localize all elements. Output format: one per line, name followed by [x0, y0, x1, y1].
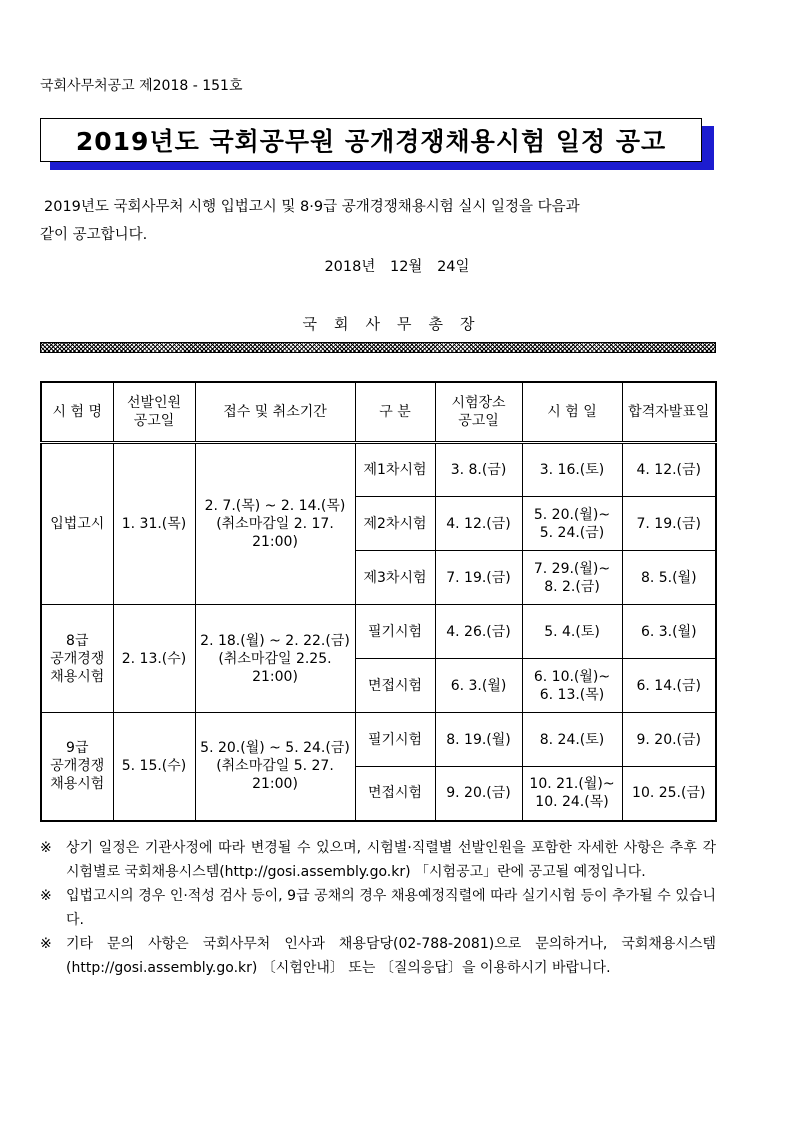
table-row: [41, 713, 716, 767]
header-announce: [113, 382, 195, 443]
header-announce-line2: 공고일: [133, 413, 175, 429]
header-result: 합격자발표일: [622, 382, 716, 443]
header-period: 접수 및 취소기간: [195, 382, 355, 443]
period-line1: 2. 18.(월) ~ 2. 22.(금): [200, 632, 350, 649]
exam-name: [41, 605, 113, 713]
category-cell: 필기시험: [355, 605, 435, 659]
reference-mark: ※: [40, 936, 52, 952]
intro-line-2: 같이 공고합니다.: [40, 227, 148, 243]
exam-name-line1: 8급: [66, 632, 89, 649]
intro-paragraph: [40, 193, 716, 249]
exam-name-line3: 채용시험: [50, 776, 105, 793]
exam-name: [41, 713, 113, 821]
table-row: [41, 443, 716, 497]
announce-date-cell: 1. 31.(목): [113, 443, 195, 605]
result-cell: 7. 19.(금): [622, 497, 716, 551]
result-cell: 6. 3.(월): [622, 605, 716, 659]
exam-date-line2: 8. 2.(금): [544, 578, 600, 595]
exam-date-line1: 8. 24.(토): [539, 731, 605, 748]
exam-date-cell: [522, 659, 622, 713]
result-cell: 10. 25.(금): [622, 767, 716, 821]
exam-date-line1: 10. 21.(월)~: [529, 776, 615, 793]
exam-date-line1: 3. 16.(토): [539, 462, 605, 478]
header-exam-date: 시 험 일: [522, 382, 622, 443]
category-cell: 필기시험: [355, 713, 435, 767]
category-cell: 제3차시험: [355, 551, 435, 605]
table-header-row: [41, 382, 716, 443]
exam-name: 입법고시: [41, 443, 113, 605]
exam-date-line1: 5. 20.(월)~: [533, 506, 611, 523]
reference-mark: ※: [40, 840, 52, 856]
exam-date-cell: [522, 443, 622, 497]
note-item: [40, 884, 716, 932]
venue-cell: 4. 12.(금): [435, 497, 522, 551]
period-line2: (취소마감일 2. 17. 21:00): [216, 516, 334, 550]
notes: [40, 836, 716, 980]
intro-line-1: 2019년도 국회사무처 시행 입법고시 및 8·9급 공개경쟁채용시험 실시 일정을 다음과: [44, 199, 580, 215]
venue-cell: 8. 19.(월): [435, 713, 522, 767]
exam-name-line2: 공개경쟁: [50, 650, 105, 667]
venue-cell: 4. 26.(금): [435, 605, 522, 659]
header-category: 구 분: [355, 382, 435, 443]
period-line2: (취소마감일 2.25. 21:00): [218, 650, 332, 685]
announce-date-cell: 2. 13.(수): [113, 605, 195, 713]
note-item: [40, 932, 716, 980]
category-cell: 면접시험: [355, 659, 435, 713]
exam-name-line2: 공개경쟁: [50, 758, 105, 775]
exam-date-line1: 7. 29.(월)~: [533, 560, 611, 577]
result-cell: 8. 5.(월): [622, 551, 716, 605]
exam-date-line2: 10. 24.(목): [535, 794, 609, 811]
page-title: 2019년도 국회공무원 공개경쟁채용시험 일정 공고: [40, 118, 702, 162]
date-year: 2018년: [324, 259, 376, 275]
venue-cell: 6. 3.(월): [435, 659, 522, 713]
header-exam: 시 험 명: [41, 382, 113, 443]
period-line2: (취소마감일 5. 27. 21:00): [216, 758, 334, 793]
exam-date-line2: 6. 13.(목): [539, 686, 605, 703]
header-venue: [435, 382, 522, 443]
category-cell: 제1차시험: [355, 443, 435, 497]
header-venue-line2: 공고일: [458, 413, 499, 429]
exam-date-cell: [522, 497, 622, 551]
venue-cell: 3. 8.(금): [435, 443, 522, 497]
exam-date-line1: 5. 4.(토): [544, 623, 600, 640]
category-cell: 제2차시험: [355, 497, 435, 551]
period-cell: [195, 443, 355, 605]
doc-number: 국회사무처공고 제2018 - 151호: [40, 78, 243, 94]
exam-date-cell: [522, 551, 622, 605]
result-cell: 9. 20.(금): [622, 713, 716, 767]
venue-cell: 7. 19.(금): [435, 551, 522, 605]
period-line1: 5. 20.(월) ~ 5. 24.(금): [200, 740, 350, 757]
exam-date-cell: [522, 767, 622, 821]
exam-date-line2: 5. 24.(금): [539, 524, 605, 541]
header-announce-line1: 선발인원: [126, 395, 182, 411]
schedule-table: [40, 381, 717, 822]
note-text: 입법고시의 경우 인·적성 검사 등이, 9급 공채의 경우 채용예정직렬에 따라 실기시험 등이 추가될 수 있습니다.: [66, 888, 716, 928]
date-day: 24일: [437, 259, 470, 275]
exam-date-cell: [522, 713, 622, 767]
period-cell: [195, 713, 355, 821]
title-banner: [40, 118, 714, 170]
announce-date-cell: 5. 15.(수): [113, 713, 195, 821]
announce-date: [0, 255, 794, 276]
date-month: 12월: [389, 259, 423, 275]
exam-name-line1: 9급: [66, 740, 89, 757]
exam-date-line1: 6. 10.(월)~: [533, 668, 611, 685]
note-text: 기타 문의 사항은 국회사무처 인사과 채용담당(02-788-2081)으로 문의하거나, 국회채용시스템 (http://gosi.assembly.go.kr) 〔시험안내〕 또는 〔질의응답〕을 이용하시기 바랍니다.: [66, 936, 716, 976]
period-line1: 2. 7.(목) ~ 2. 14.(목): [204, 498, 346, 514]
reference-mark: ※: [40, 888, 52, 904]
result-cell: 6. 14.(금): [622, 659, 716, 713]
issuer: 국회사무총장: [302, 315, 492, 333]
result-cell: 4. 12.(금): [622, 443, 716, 497]
note-item: [40, 836, 716, 884]
exam-name-line3: 채용시험: [50, 668, 105, 685]
period-cell: [195, 605, 355, 713]
exam-date-cell: [522, 605, 622, 659]
table-row: [41, 605, 716, 659]
header-venue-line1: 시험장소: [451, 395, 506, 411]
venue-cell: 9. 20.(금): [435, 767, 522, 821]
note-text: 상기 일정은 기관사정에 따라 변경될 수 있으며, 시험별·직렬별 선발인원을 포함한 자세한 사항은 추후 각 시험별로 국회채용시스템(http://gosi.assembly.go.kr) 「시험공고」란에 공고될 예정입니다.: [66, 840, 716, 880]
hatched-divider: [40, 342, 716, 353]
category-cell: 면접시험: [355, 767, 435, 821]
